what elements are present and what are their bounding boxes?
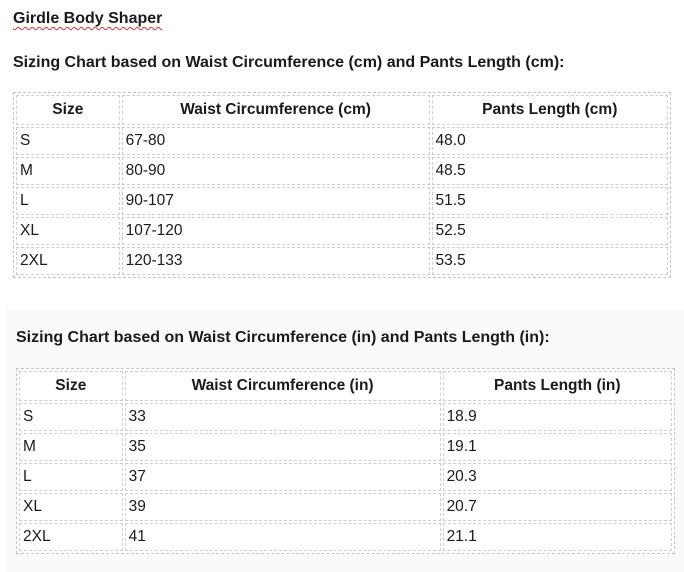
table-row — [16, 157, 668, 185]
page-title-text: Girdle Body Shaper — [13, 10, 163, 27]
pants-length-cell: 19.1 — [443, 433, 672, 461]
column-header-pants-length: Pants Length (in) — [443, 371, 672, 401]
table-row — [16, 187, 668, 215]
waist-cell: 41 — [125, 523, 441, 551]
waist-cell: 107-120 — [122, 217, 430, 245]
waist-cell: 37 — [125, 463, 441, 491]
size-cell: M — [19, 433, 123, 461]
size-cell: XL — [16, 217, 120, 245]
column-header-waist: Waist Circumference (cm) — [122, 95, 430, 125]
waist-cell: 33 — [125, 403, 441, 431]
table-row — [16, 127, 668, 155]
column-header-size: Size — [19, 371, 123, 401]
inch-chart-heading: Sizing Chart based on Waist Circumference (in) and Pants Length (in): — [16, 329, 550, 346]
waist-cell: 67-80 — [122, 127, 430, 155]
cm-sizing-table — [13, 92, 671, 278]
table-row — [19, 403, 672, 431]
size-cell: 2XL — [19, 523, 123, 551]
pants-length-cell: 20.7 — [443, 493, 672, 521]
pants-length-cell: 53.5 — [432, 247, 668, 275]
pants-length-cell: 51.5 — [432, 187, 668, 215]
pants-length-cell: 52.5 — [432, 217, 668, 245]
table-row — [19, 523, 672, 551]
size-cell: S — [16, 127, 120, 155]
pants-length-cell: 48.5 — [432, 157, 668, 185]
size-cell: 2XL — [16, 247, 120, 275]
column-header-size: Size — [16, 95, 120, 125]
table-header-row — [16, 95, 668, 125]
column-header-waist: Waist Circumference (in) — [125, 371, 441, 401]
table-row — [19, 463, 672, 491]
waist-cell: 90-107 — [122, 187, 430, 215]
size-cell: L — [19, 463, 123, 491]
table-row — [16, 247, 668, 275]
pants-length-cell: 20.3 — [443, 463, 672, 491]
page-title — [13, 10, 162, 28]
column-header-pants-length: Pants Length (cm) — [432, 95, 668, 125]
size-cell: L — [16, 187, 120, 215]
cm-chart-heading: Sizing Chart based on Waist Circumference (cm) and Pants Length (cm): — [13, 54, 565, 71]
waist-cell: 80-90 — [122, 157, 430, 185]
pants-length-cell: 18.9 — [443, 403, 672, 431]
waist-cell: 39 — [125, 493, 441, 521]
pants-length-cell: 21.1 — [443, 523, 672, 551]
pants-length-cell: 48.0 — [432, 127, 668, 155]
size-cell: M — [16, 157, 120, 185]
waist-cell: 120-133 — [122, 247, 430, 275]
inch-sizing-table — [16, 368, 675, 554]
table-header-row — [19, 371, 672, 401]
size-cell: S — [19, 403, 123, 431]
waist-cell: 35 — [125, 433, 441, 461]
table-row — [19, 433, 672, 461]
table-row — [19, 493, 672, 521]
size-cell: XL — [19, 493, 123, 521]
table-row — [16, 217, 668, 245]
